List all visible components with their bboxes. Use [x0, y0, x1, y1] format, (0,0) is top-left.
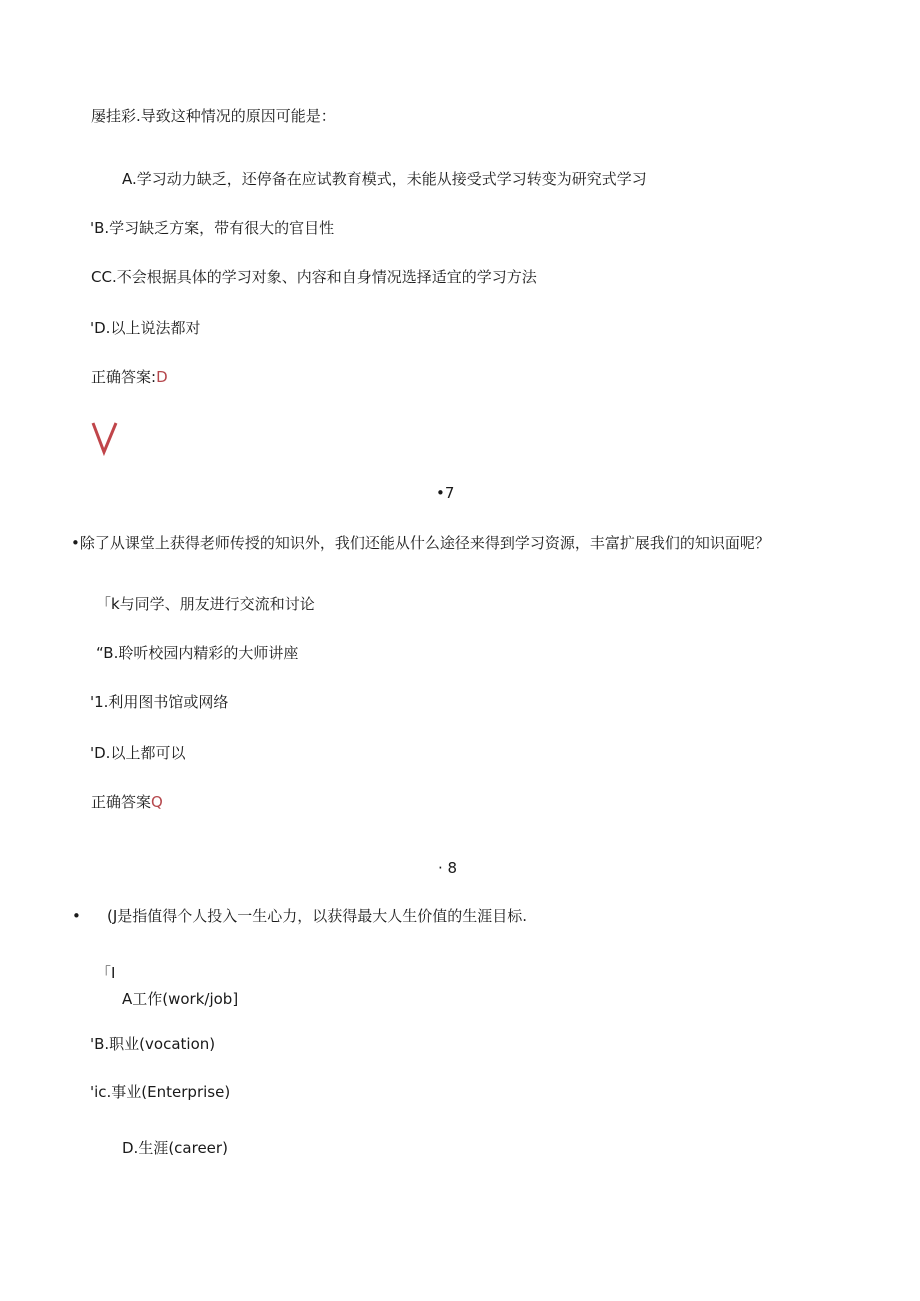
question-7-answer — [91, 792, 163, 812]
question-6-stem: 屡挂彩.导致这种情况的原因可能是： — [91, 107, 336, 125]
answer-value: D — [156, 368, 168, 386]
question-7-number: •7 — [436, 484, 455, 502]
question-7-option-c[interactable]: '1.利用图书馆或网络 — [90, 693, 229, 711]
question-7-option-a[interactable]: 「k与同学、朋友进行交流和讨论 — [96, 595, 315, 613]
question-6-answer — [91, 367, 168, 387]
question-7-option-b[interactable]: “B.聆听校园内精彩的大师讲座 — [96, 644, 299, 662]
answer-label: 正确答案 — [91, 793, 152, 811]
question-6-option-c[interactable]: CC.不会根据具体的学习对象、内容和自身情况选择适宜的学习方法 — [91, 268, 537, 286]
check-mark-icon — [90, 419, 120, 457]
question-8-option-d[interactable]: D.生涯(career) — [122, 1139, 228, 1157]
question-7-option-d[interactable]: 'D.以上都可以 — [90, 744, 186, 762]
question-8-option-a[interactable]: A工作(work/job] — [122, 990, 239, 1008]
question-8-number: · 8 — [438, 859, 458, 877]
question-7-stem: •除了从课堂上获得老师传授的知识外，我们还能从什么途径来得到学习资源，丰富扩展我们的知识面呢？ — [71, 534, 770, 552]
answer-value: Q — [151, 793, 163, 811]
question-8-marker: 「I — [96, 964, 116, 982]
question-8-stem: (J是指值得个人投入一生心力，以获得最大人生价值的生涯目标. — [107, 907, 528, 925]
answer-label: 正确答案: — [91, 368, 157, 386]
question-8-option-b[interactable]: 'B.职业(vocation) — [90, 1035, 216, 1053]
question-6-option-d[interactable]: 'D.以上说法都对 — [90, 319, 201, 337]
question-8-option-c[interactable]: 'ic.事业(Enterprise) — [90, 1083, 231, 1101]
question-6-option-a[interactable]: A.学习动力缺乏，还停备在应试教育模式，未能从接受式学习转变为研究式学习 — [122, 170, 647, 188]
question-6-option-b[interactable]: 'B.学习缺乏方案，带有很大的官目性 — [90, 219, 335, 237]
question-8-bullet: • — [72, 907, 81, 925]
